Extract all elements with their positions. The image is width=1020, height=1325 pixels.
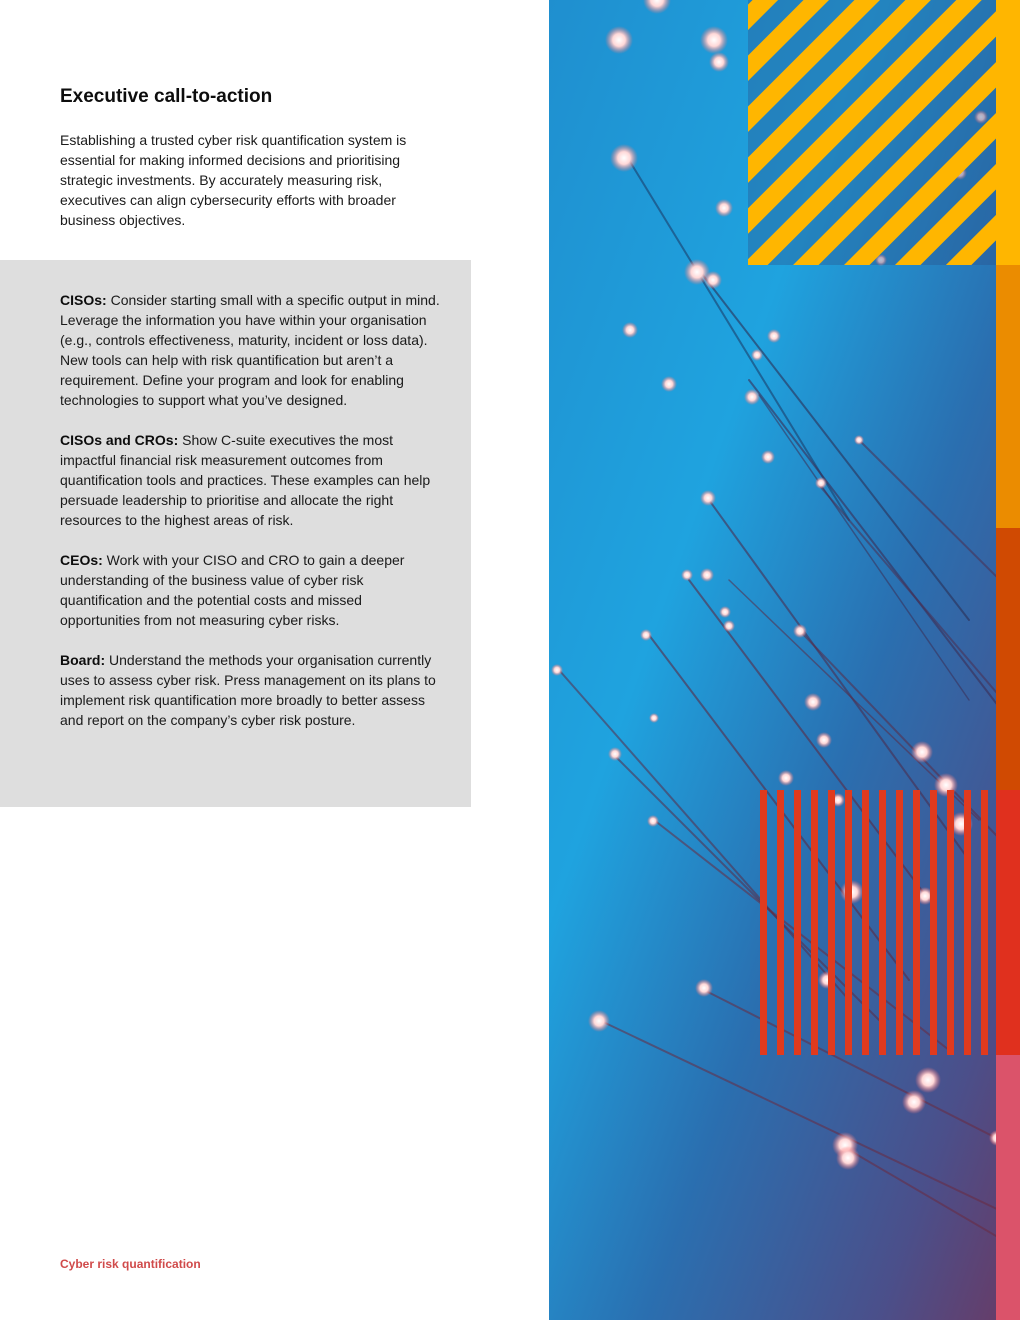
action-role: CISOs and CROs:	[60, 432, 179, 448]
action-role: CISOs:	[60, 292, 107, 308]
action-text: Understand the methods your organisation currently uses to assess cyber risk. Press management on its plans to implement risk quantification more broadly to better assess and report on the company’s cyber risk posture.	[60, 652, 436, 728]
fiber-optic-image	[549, 0, 1020, 1320]
footer-title: Cyber risk quantification	[60, 1257, 201, 1271]
action-text: Show C-suite executives the most impactful financial risk measurement outcomes from quantification tools and practices. These examples can help persuade leadership to prioritise and allocate the right resources to the highest areas of risk.	[60, 432, 431, 528]
action-role: CEOs:	[60, 552, 103, 568]
action-text: Work with your CISO and CRO to gain a deeper understanding of the business value of cyber risk quantification and the potential costs and missed opportunities from not measuring cyber risks.	[60, 552, 405, 628]
yellow-diagonal-stripes	[748, 0, 996, 265]
action-item-cisos	[60, 290, 440, 410]
action-item-cisos-cros	[60, 430, 440, 530]
intro-paragraph: Establishing a trusted cyber risk quantification system is essential for making informed decisions and prioritising strategic investments. By accurately measuring risk, executives can align cybersecurity efforts with broader business objectives.	[60, 132, 407, 228]
color-edge-band	[996, 0, 1020, 1320]
action-item-ceos	[60, 550, 440, 630]
action-role: Board:	[60, 652, 106, 668]
page-heading: Executive call-to-action	[60, 86, 273, 107]
action-item-board	[60, 650, 440, 730]
action-list	[60, 290, 440, 750]
action-text: Consider starting small with a specific output in mind. Leverage the information you have within your organisation (e.g., controls effectiveness, maturity, incident or loss data). New tools can help with risk quantification but aren’t a requirement. Define your program and look for enabling technologies to support what you’ve designed.	[60, 292, 440, 408]
